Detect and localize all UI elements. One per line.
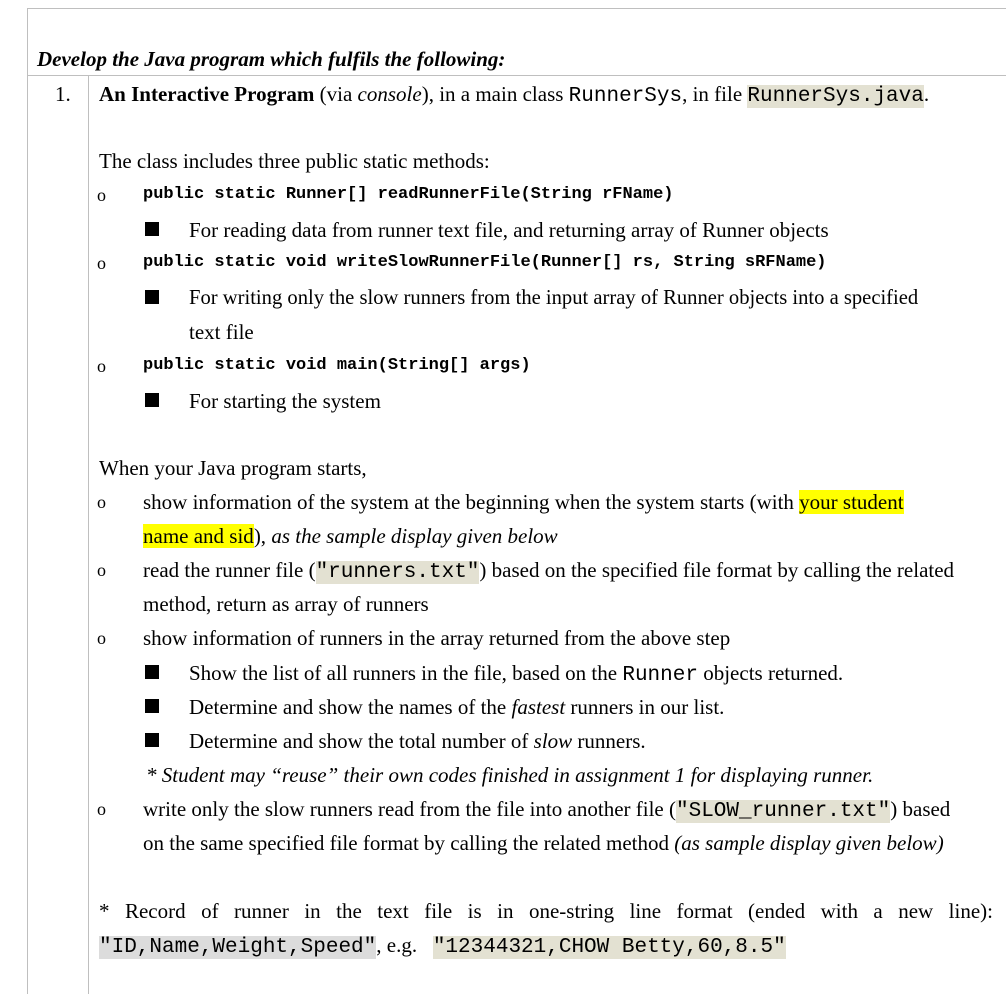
bullet-circle: o [97,560,106,580]
bullet-square [145,393,159,407]
reuse-note: * Student may “reuse” their own codes finished in assignment 1 for displaying runner. [146,763,874,787]
highlight: name and sid [143,524,254,548]
bullet-circle: o [97,185,106,205]
example-string: "12344321,CHOW Betty,60,8.5" [432,936,786,959]
item-number: 1. [55,82,71,106]
bullet-circle: o [97,356,106,376]
method-signature: public static Runner[] readRunnerFile(String rFName) [143,185,674,204]
methods-intro: The class includes three public static methods: [99,149,490,173]
bullet-circle: o [97,253,106,273]
format-string: "ID,Name,Weight,Speed" [99,936,377,959]
record-format: "ID,Name,Weight,Speed", e.g. "12344321,CHOW Betty,60,8.5" [99,933,786,959]
bullet-square [145,699,159,713]
bullet-circle: o [97,628,106,648]
bullet-square [145,222,159,236]
page-heading: Develop the Java program which fulfils the following: [37,47,506,71]
substep-fastest: Determine and show the names of the fastest runners in our list. [189,695,725,719]
step-write-file: write only the slow runners read from the file into another file ("SLOW_runner.txt") based [143,797,951,823]
highlight: your student [799,490,904,514]
step-read-file: read the runner file ("runners.txt") based on the specified file format by calling the related [143,558,955,584]
table-column-divider [88,75,89,994]
intro-line: An Interactive Program (via console), in a main class RunnerSys, in file RunnerSys.java. [99,82,930,108]
step-read-file-cont: method, return as array of runners [143,592,429,616]
method-description-cont: text file [189,320,254,344]
runner-class: Runner [622,664,698,687]
bullet-circle: o [97,492,106,512]
slow-runner-file: "SLOW_runner.txt" [676,800,891,823]
bullet-square [145,733,159,747]
substep-slow: Determine and show the total number of slow runners. [189,729,646,753]
bullet-circle: o [97,799,106,819]
intro-bold: An Interactive Program [99,82,315,106]
file-name: RunnerSys.java [747,85,924,108]
bullet-square [145,290,159,304]
step-show-info: show information of the system at the beginning when the system starts (with your student [143,490,904,514]
method-signature: public static void writeSlowRunnerFile(Runner[] rs, String sRFName) [143,253,827,272]
bullet-square [145,665,159,679]
substep-list: Show the list of all runners in the file, based on the Runner objects returned. [189,661,844,687]
record-note: * Record of runner in the text file is in one-string line format (ended with a new line): [99,899,993,923]
method-description: For starting the system [189,389,381,413]
step-write-file-cont: on the same specified file format by calling the related method (as sample display given below) [143,831,944,855]
step-show-runners: show information of runners in the array returned from the above step [143,626,731,650]
method-description: For reading data from runner text file, and returning array of Runner objects [189,218,829,242]
method-signature: public static void main(String[] args) [143,356,531,375]
method-description: For writing only the slow runners from the input array of Runner objects into a specified [189,287,919,309]
step-show-info-cont: name and sid), as the sample display given below [143,524,558,548]
class-name: RunnerSys [568,85,683,108]
starts-intro: When your Java program starts, [99,456,367,480]
runners-file: "runners.txt" [315,561,480,584]
